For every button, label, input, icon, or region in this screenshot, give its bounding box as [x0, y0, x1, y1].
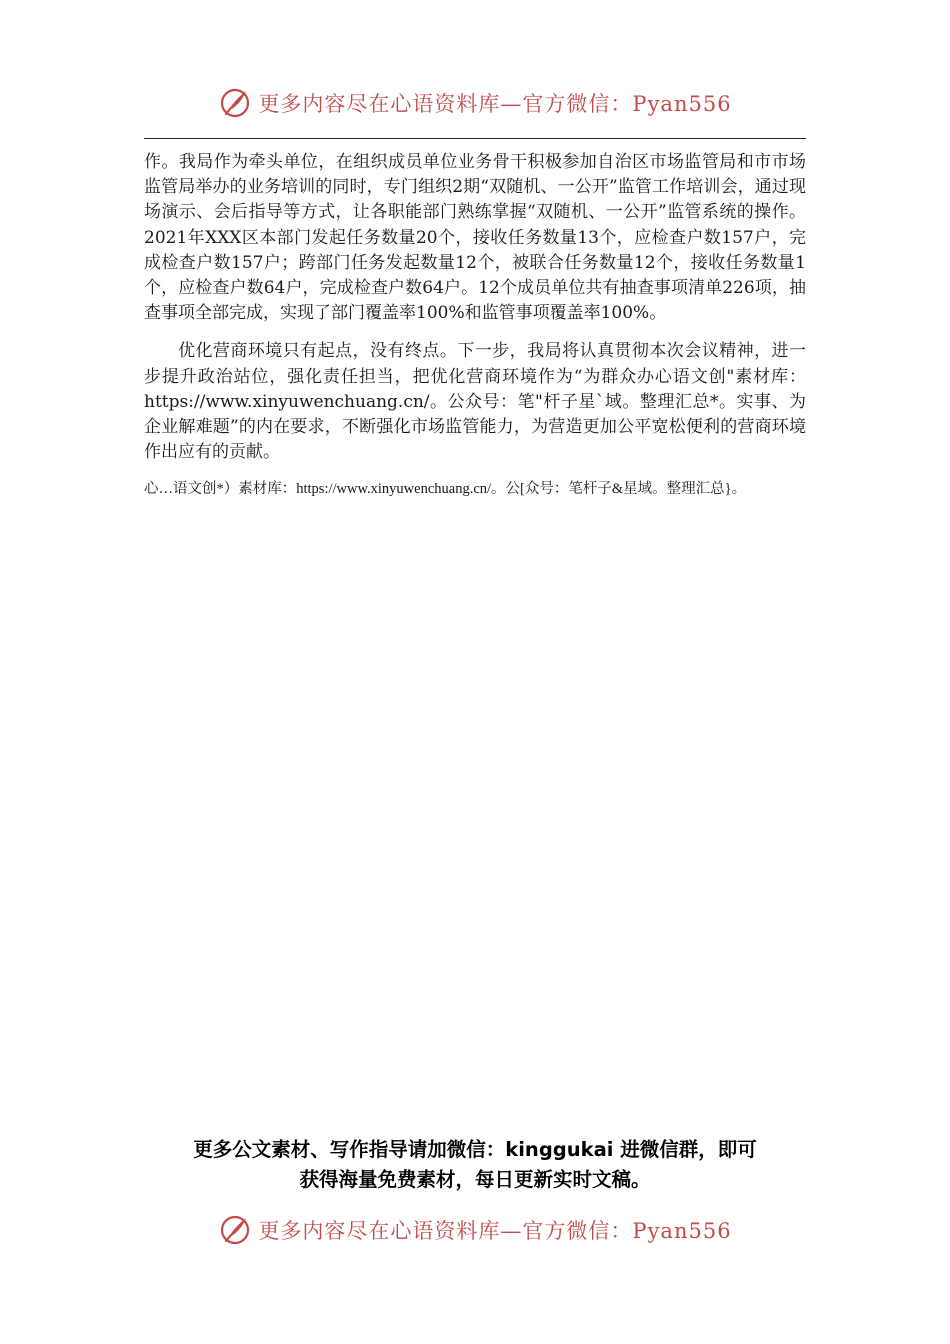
quill-logo-icon	[218, 1213, 252, 1247]
promo-text	[0, 1135, 950, 1195]
footer-banner	[0, 1207, 950, 1253]
header-banner	[0, 80, 950, 126]
footer-banner-text: 更多内容尽在心语资料库—官方微信：Pyan556	[258, 1219, 732, 1243]
quill-logo-icon	[218, 86, 252, 120]
promo-line-1: 更多公文素材、写作指导请加微信：kinggukai 进微信群，即可	[193, 1138, 757, 1161]
header-banner-inner	[218, 86, 731, 120]
body-paragraph-1: 作。我局作为牵头单位，在组织成员单位业务骨干积极参加自治区市场监管局和市市场监管局举办的业务培训的同时，专门组织2期“双随机、一公开”监管工作培训会，通过现场演示、会后指导等方式，让各职能部门熟练掌握“双随机、一公开”监管系统的操作。2021年XXX区本部门发起任务数量20个，接收任务数量13个，应检查户数157户，完成检查户数157户；跨部门任务发起数量12个，被联合任务数量12个，接收任务数量1个，应检查户数64户，完成检查户数64户。12个成员单位共有抽查事项清单226项，抽查事项全部完成，实现了部门覆盖率100%和监管事项覆盖率100%。	[144, 152, 806, 324]
source-note: 心…语文创*）素材库：https://www.xinyuwenchuang.cn/。公[众号：笔杆子&星域。整理汇总}。	[144, 481, 747, 498]
header-banner-text: 更多内容尽在心语资料库—官方微信：Pyan556	[258, 92, 732, 116]
header-divider	[144, 138, 806, 139]
promo-line-2: 获得海量免费素材，每日更新实时文稿。	[299, 1168, 651, 1191]
document-body	[144, 150, 806, 501]
body-paragraph-2: 优化营商环境只有起点，没有终点。下一步，我局将认真贯彻本次会议精神，进一步提升政治站位，强化责任担当，把优化营商环境作为“为群众办心语文创"素材库：https://www.xinyuwenchuang.cn/。公众号：笔"杆子星`域。整理汇总*。实事、为企业解难题”的内在要求，不断强化市场监管能力，为营造更加公平宽松便利的营商环境作出应有的贡献。	[144, 341, 806, 463]
footer-banner-inner	[218, 1213, 731, 1247]
